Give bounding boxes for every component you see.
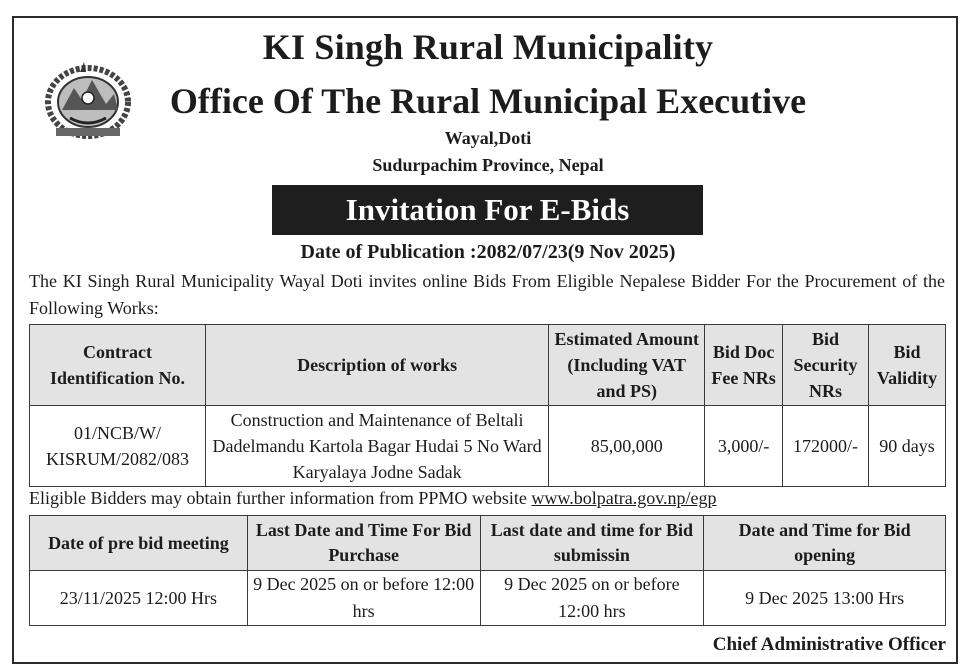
cell-last-purchase: 9 Dec 2025 on or before 12:00 hrs: [247, 571, 480, 626]
notice-title-banner: Invitation For E-Bids: [272, 185, 703, 235]
cell-description: Construction and Maintenance of Beltali Dadelmandu Kartola Bagar Hudai 5 No Ward Karyalaya Jodne Sadak: [205, 406, 548, 487]
cell-bid-opening: 9 Dec 2025 13:00 Hrs: [704, 571, 946, 626]
address-line-2: Sudurpachim Province, Nepal: [372, 155, 604, 175]
header-last-purchase: Last Date and Time For Bid Purchase: [247, 516, 480, 571]
cell-pre-bid-meeting: 23/11/2025 12:00 Hrs: [30, 571, 248, 626]
cell-estimated-amount: 85,00,000: [549, 406, 705, 487]
header-description: Description of works: [205, 325, 548, 406]
ppmo-website-link[interactable]: www.bolpatra.gov.np/egp: [531, 488, 717, 508]
info-note: [29, 488, 717, 509]
signatory: Chief Administrative Officer: [712, 634, 946, 655]
cell-bid-security: 172000/-: [783, 406, 869, 487]
cell-bid-validity: 90 days: [869, 406, 946, 487]
header-contract-id: Contract Identification No.: [30, 325, 206, 406]
table-row: [30, 406, 946, 487]
publication-date: Date of Publication :2082/07/23(9 Nov 2025): [300, 241, 676, 263]
header-last-submission: Last date and time for Bid submissin: [480, 516, 704, 571]
header-bid-validity: Bid Validity: [869, 325, 946, 406]
header-bid-doc-fee: Bid Doc Fee NRs: [705, 325, 783, 406]
office-name: Office Of The Rural Municipal Executive: [169, 81, 807, 121]
cell-bid-doc-fee: 3,000/-: [705, 406, 783, 487]
cell-contract-id: 01/NCB/W/ KISRUM/2082/083: [30, 406, 206, 487]
header-bid-opening: Date and Time for Bid opening: [704, 516, 946, 571]
header-bid-security: Bid Security NRs: [783, 325, 869, 406]
schedule-header-row: [30, 516, 946, 571]
works-table-header-row: [30, 325, 946, 406]
intro-paragraph: The KI Singh Rural Municipality Wayal Doti invites online Bids From Eligible Nepalese Bidder For the Procurement of the Following Works:: [29, 271, 945, 318]
info-note-text: Eligible Bidders may obtain further information from PPMO website: [29, 488, 532, 508]
header-pre-bid-meeting: Date of pre bid meeting: [30, 516, 248, 571]
cell-last-submission: 9 Dec 2025 on or before 12:00 hrs: [480, 571, 704, 626]
address-line-1: Wayal,Doti: [444, 128, 532, 148]
schedule-table: [29, 515, 946, 626]
works-table: [29, 324, 946, 487]
municipality-name: KI Singh Rural Municipality: [262, 27, 714, 67]
header-estimated-amount: Estimated Amount (Including VAT and PS): [549, 325, 705, 406]
table-row: [30, 571, 946, 626]
